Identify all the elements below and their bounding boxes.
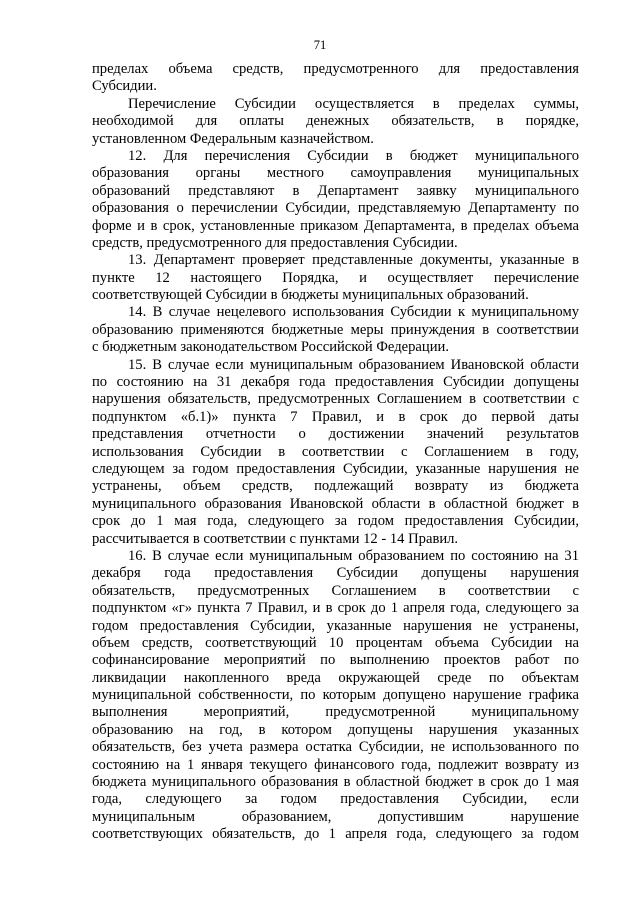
text-line: обязательств, без учета размера остатка Субсидии, не использованного по [92, 739, 579, 756]
text-line: образований представляют в Департамент заявку муниципального [92, 182, 579, 199]
text-line: декабря года предоставления Субсидии допущены нарушения [92, 565, 579, 582]
text-line: форме и в срок, установленные приказом Департамента, в пределах объема [92, 217, 579, 234]
text-line: соответствующих обязательств, до 1 апреля года, следующего за годом [92, 826, 579, 843]
text-line: подпунктом «б.1)» пункта 7 Правил, и в срок до первой даты [92, 408, 579, 425]
text-line: Перечисление Субсидии осуществляется в пределах суммы, [128, 95, 579, 112]
text-line: муниципального образования Ивановской области в областной бюджет в [92, 495, 579, 512]
text-line: с бюджетным законодательством Российской Федерации. [92, 339, 449, 356]
text-line: использования Субсидии в соответствии с Соглашением в году, [92, 443, 579, 460]
text-line: объем средств, соответствующий 10 процентам объема Субсидии на [92, 634, 579, 651]
text-line: нарушения обязательств, предусмотренных Соглашением в соответствии с [92, 391, 579, 408]
text-line: следующем за годом предоставления Субсидии, указанные нарушения не [92, 460, 579, 477]
text-line: подпунктом «г» пункта 7 Правил, и в срок до 1 апреля года, следующего за [92, 600, 579, 617]
text-line: бюджета муниципального образования в областной бюджет в срок до 1 мая [92, 774, 579, 791]
text-line: пункте 12 настоящего Порядка, и осуществляет перечисление [92, 269, 579, 286]
text-line: по состоянию на 31 декабря года предоставления Субсидии допущены [92, 374, 579, 391]
text-line: 14. В случае нецелевого использования Субсидии к муниципальному [128, 304, 579, 321]
text-line: образованию на год, в котором допущены нарушения указанных [92, 721, 579, 738]
text-line: 13. Департамент проверяет представленные документы, указанные в [128, 252, 579, 269]
text-line: выполнения мероприятий, предусмотренной муниципальному [92, 704, 579, 721]
text-line: образованию применяются бюджетные меры принуждения в соответствии [92, 321, 579, 338]
text-line: устранены, объем средств, подлежащий возврату из бюджета [92, 478, 579, 495]
text-line: средств, предусмотренного для предоставления Субсидии. [92, 234, 458, 251]
text-line: годом предоставления Субсидии, указанные нарушения не устранены, [92, 617, 579, 634]
text-line: ликвидации накопленного вреда окружающей среде по объектам [92, 669, 579, 686]
text-line: образования о перечислении Субсидии, представляемую Департаменту по [92, 200, 579, 217]
text-line: установленном Федеральным казначейством. [92, 130, 374, 147]
text-line: состоянию на 1 января текущего финансового года, подлежит возврату из [92, 756, 579, 773]
text-line: образования органы местного самоуправления муниципальных [92, 165, 579, 182]
text-line: 12. Для перечисления Субсидии в бюджет муниципального [128, 147, 579, 164]
text-line: муниципальной собственности, по которым допущено нарушение графика [92, 687, 579, 704]
text-line: пределах объема средств, предусмотренного для предоставления [92, 61, 579, 77]
text-line: 16. В случае если муниципальным образованием по состоянию на 31 [128, 547, 579, 564]
text-line: рассчитывается в соответствии с пунктами 12 - 14 Правил. [92, 530, 459, 547]
text-line: соответствующей Субсидии в бюджеты муниципальных образований. [92, 287, 529, 304]
text-line: представления отчетности о достижении значений результатов [92, 426, 579, 443]
text-line: Субсидии. [92, 78, 157, 95]
page-number: 71 [313, 38, 327, 52]
text-line: срок до 1 мая года, следующего за годом предоставления Субсидии, [92, 513, 579, 530]
text-line: необходимой для оплаты денежных обязательств, в порядке, [92, 113, 579, 130]
text-line: обязательств, предусмотренных Соглашением в соответствии с [92, 582, 579, 599]
document-body [92, 61, 579, 844]
text-line: 15. В случае если муниципальным образованием Ивановской области [128, 356, 579, 373]
text-line: софинансирование мероприятий по выполнению проектов работ по [92, 652, 579, 669]
text-line: года, следующего за годом предоставления Субсидии, если [92, 791, 579, 808]
text-line: муниципальным образованием, допустившим нарушение [92, 808, 579, 825]
